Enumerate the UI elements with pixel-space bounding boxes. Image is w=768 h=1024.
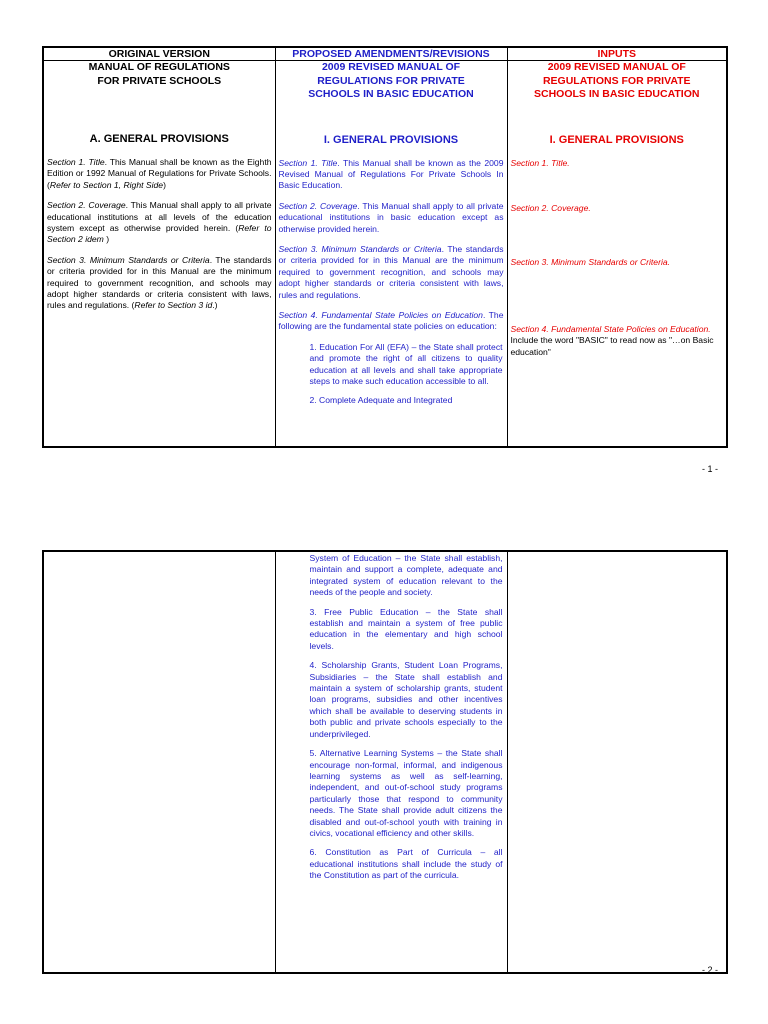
col-proposed-p2: [275, 551, 507, 973]
col1-section-1: Section 1. Title. This Manual shall be known as the Eighth Edition or 1992 Manual of Regulations for Private Schools. (Refer to Section 1, Right Side): [47, 157, 272, 190]
header-inputs: INPUTS: [597, 48, 636, 60]
col2-title: 2009 REVISED MANUAL OF REGULATIONS FOR PRIVATE SCHOOLS IN BASIC EDUCATION: [308, 61, 474, 100]
col2-item-5: 5. Alternative Learning Systems – the State shall encourage non-formal, informal, and indigenous learning systems as well as self-learning, independent, and out-of-school study programs particularly those that respond to community needs. The State shall provide adult citizens the disabled and out-of-school youth with training in civics, vocational efficiency and other skills.: [309, 748, 503, 838]
col2-section-4: Section 4. Fundamental State Policies on Education. The following are the fundamental state policies on education:: [278, 309, 504, 332]
col3-section-2: Section 2. Coverage.: [510, 202, 591, 213]
col2-item-4: 4. Scholarship Grants, Student Loan Programs, Subsidiaries – the State shall establish and maintain a system of scholarship grants, student loan programs, subsidies and other incentives which shall be available to deserving students in both public and private schools especially to the underprivileged.: [309, 660, 503, 739]
col2-item-1: 1. Education For All (EFA) – the State shall protect and promote the right of all citizens to quality education at all levels and shall take appropriate steps to make such education accessible to all.: [309, 341, 503, 386]
col1-title: MANUAL OF REGULATIONS FOR PRIVATE SCHOOLS: [88, 61, 230, 87]
header-cell-inputs: [507, 47, 727, 61]
col1-section-head: A. GENERAL PROVISIONS: [89, 133, 229, 145]
header-proposed: PROPOSED AMENDMENTS/REVISIONS: [292, 48, 490, 60]
col2-section-1: Section 1. Title. This Manual shall be known as the 2009 Revised Manual of Regulations For Private Schools In Basic Education.: [278, 157, 504, 191]
col3-section-1: Section 1. Title.: [510, 157, 570, 168]
col3-section-4: Section 4. Fundamental State Policies on Education.: [510, 323, 711, 334]
col2-item-2-cont: System of Education – the State shall establish, maintain and support a complete, adequate and integrated system of education relevant to the needs of the people and society.: [309, 553, 503, 598]
page-1: [0, 0, 768, 480]
comparison-table-page-1: [42, 46, 728, 448]
header-original: ORIGINAL VERSION: [108, 48, 210, 60]
col2-section-2: Section 2. Coverage. This Manual shall apply to all private educational institutions in basic education except as otherwise provided herein.: [278, 200, 504, 234]
header-cell-proposed: [275, 47, 507, 61]
col2-item-6: 6. Constitution as Part of Curricula – all educational institutions shall include the study of the Constitution as part of the curricula.: [309, 847, 503, 881]
col-inputs: [507, 61, 727, 448]
col1-section-2: Section 2. Coverage. This Manual shall apply to all private educational institutions at all levels of the education system except as otherwise provided herein. (Refer to Section 2 idem ): [47, 200, 272, 245]
page-2: [0, 520, 768, 1024]
page-number-1: - 1 -: [701, 464, 718, 474]
col3-section-3: Section 3. Minimum Standards or Criteria.: [510, 257, 671, 268]
col3-title: 2009 REVISED MANUAL OF REGULATIONS FOR PRIVATE SCHOOLS IN BASIC EDUCATION: [534, 61, 700, 100]
col-proposed: [275, 61, 507, 448]
col-original-p2: [43, 551, 275, 973]
col-inputs-p2: [507, 551, 727, 973]
col2-item-3: 3. Free Public Education – the State shall establish and maintain a system of free public education in the elementary and high school levels.: [309, 606, 503, 651]
col2-item-2: 2. Complete Adequate and Integrated: [309, 395, 453, 406]
col1-section-3: Section 3. Minimum Standards or Criteria. The standards or criteria provided for in this Manual are the minimum required to government recognition, and schools may adopt higher standards or criteria consistent with laws, rules and regulations. (Refer to Section 3 id.): [47, 254, 272, 311]
col-original: [43, 61, 275, 448]
page-number-2: - 2 -: [701, 965, 718, 975]
col3-section-head: I. GENERAL PROVISIONS: [549, 133, 684, 146]
col2-section-3: Section 3. Minimum Standards or Criteria. The standards or criteria provided for in this Manual are the minimum required to government recognition, and schools may adopt higher standards or criteria consistent with laws, rules and regulations.: [278, 243, 504, 300]
col2-section-head: I. GENERAL PROVISIONS: [323, 133, 459, 146]
comparison-table-page-2: [42, 550, 728, 974]
col3-section-4-note: Include the word "BASIC" to read now as "…on Basic education": [510, 335, 714, 357]
header-cell-original: [43, 47, 275, 61]
